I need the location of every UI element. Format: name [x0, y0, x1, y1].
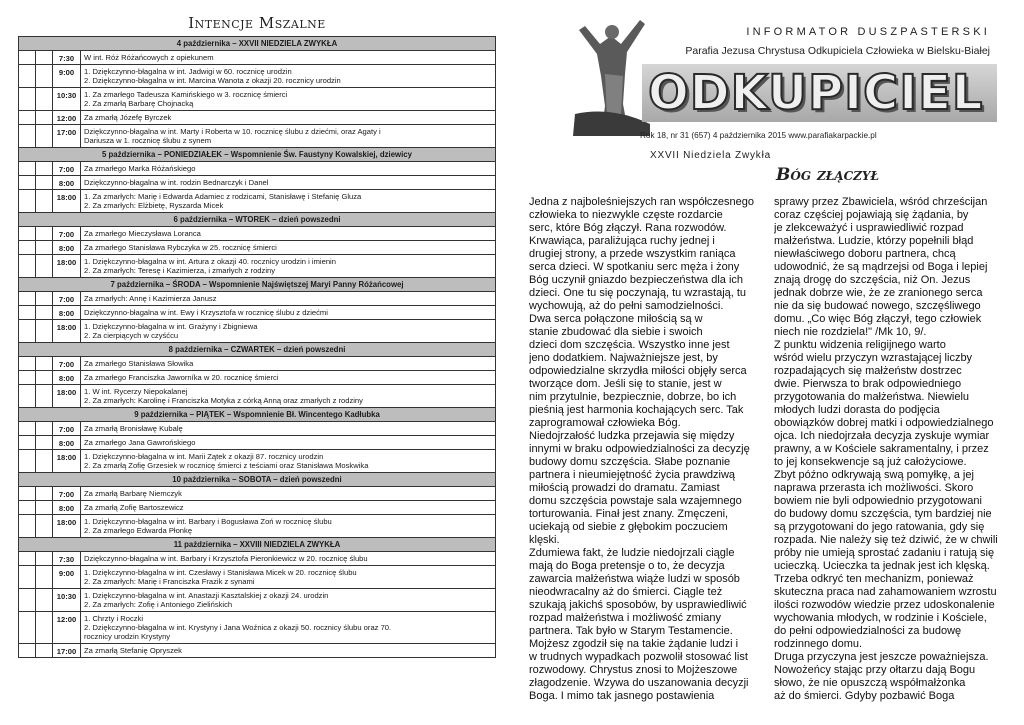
mass-time: 8:00 — [53, 241, 81, 254]
blank-cell — [19, 501, 36, 514]
article-line: dzieci dom szczęścia. Wszystko inne jest — [529, 339, 730, 351]
day-header: 7 października – ŚRODA – Wspomnienie Najświętszej Maryi Panny Różańcowej — [18, 278, 496, 292]
article-line: Mojżesz zgodził się na takie żądanie ludzi i — [529, 638, 739, 650]
blank-cell — [19, 487, 36, 500]
blank-cell — [19, 190, 36, 212]
intention-line: 1. Dziękczynno-błagalna w int. Grażyny i Zbigniewa — [84, 322, 258, 331]
article-line: rozpad małżeństwa i możliwość zmiany — [529, 612, 721, 624]
blank-cell — [19, 176, 36, 189]
blank-cell — [36, 162, 53, 175]
article-line: Krwawiąca, paraliżująca ruchy jednej i — [529, 235, 715, 247]
mass-time: 9:00 — [53, 65, 81, 87]
article-line: domu. „Co więc Bóg złączył, tego człowiek — [774, 313, 982, 325]
article-line: rodzinnego domu. — [774, 638, 863, 650]
intention-line: 1. Dziękczynno-błagalna w int. Anastazji Kasztalskiej z okazji 24. urodzin — [84, 591, 329, 600]
intention-row — [18, 589, 496, 612]
intention-line: Za zmarłego Marka Różańskiego — [84, 164, 196, 173]
day-header: 6 października – WTOREK – dzień powszedni — [18, 213, 496, 227]
intention-text — [81, 589, 495, 611]
blank-cell — [36, 589, 53, 611]
article-line: wychowania młodych, w rodzinie i Kościele, — [774, 612, 987, 624]
blank-cell — [36, 566, 53, 588]
mass-time: 10:30 — [53, 88, 81, 110]
intention-line: 1. Dziękczynno-błagalna w int. Barbary i Bogusława Zoń w rocznicę ślubu — [84, 517, 332, 526]
intention-line: 1. Chrzty i Roczki — [84, 614, 144, 623]
blank-cell — [19, 644, 36, 657]
intention-line: Dziękczynno-błagalna w int. Ewy i Krzysztofa w rocznicę ślubu z dziećmi — [84, 308, 328, 317]
article-line: w trudnych wypadkach pozwolił stosować list — [529, 651, 748, 663]
intention-text — [81, 125, 495, 147]
blank-cell — [36, 422, 53, 435]
blank-cell — [36, 501, 53, 514]
mass-time: 7:00 — [53, 292, 81, 305]
article-line: partnera. Tak było w Starym Testamencie. — [529, 625, 733, 637]
mass-time: 7:30 — [53, 552, 81, 565]
article-column-1 — [529, 196, 757, 703]
article-line: tworzące dom. Jeśli się to stanie, jest w — [529, 378, 722, 390]
article-line: Nowożeńcy stając przy ołtarzu dają Bogu — [774, 664, 976, 676]
article-line: skuteczna praca nad zahamowaniem wzrostu — [774, 586, 997, 598]
intention-line: 1. Dziękczynno-błagalna w int. Marii Zątek z okazji 87. rocznicy urodzin — [84, 452, 324, 461]
intention-line: Za zmarłego Stanisława Słowika — [84, 359, 194, 368]
blank-cell — [36, 320, 53, 342]
intention-row — [18, 125, 496, 148]
mass-time: 10:30 — [53, 589, 81, 611]
intention-text — [81, 644, 495, 657]
section-title: Intencje Mszalne — [188, 14, 326, 32]
intention-line: 2. Za cierpiących w czyśćcu — [84, 331, 179, 340]
intention-line: Za zmarłą Bronisławę Kubalę — [84, 424, 183, 433]
mass-time: 17:00 — [53, 644, 81, 657]
blank-cell — [19, 566, 36, 588]
article-line: próby nie umieją sprostać zadaniu i ratują się — [774, 547, 995, 559]
blank-cell — [19, 589, 36, 611]
intention-text — [81, 306, 495, 319]
intention-row — [18, 501, 496, 515]
intention-row — [18, 385, 496, 408]
mass-time: 8:00 — [53, 306, 81, 319]
intention-line: 2. Za zmarłą Zofię Grzesiek w rocznicę śmierci z teściami oraz Stanisława Moskwika — [84, 461, 369, 470]
article-line: aż do śmierci. Gdyby pozbawić Boga — [774, 690, 955, 702]
blank-cell — [36, 88, 53, 110]
intention-line: Za zmarłą Stefanię Opryszek — [84, 646, 182, 655]
article-line: zawarcia małżeństwa wiąże ludzi w sposób — [529, 573, 740, 585]
day-header: 10 października – SOBOTA – dzień powszedni — [18, 473, 496, 487]
article-line: partnera i nieumiejętność życia prawdziwą — [529, 469, 736, 481]
article-line: Zdumiewa fakt, że ludzie niedojrzali ciągle — [529, 547, 735, 559]
article-line: nieodwracalny aż do śmierci. Ciągle też — [529, 586, 723, 598]
article-line: coraz częściej pojawiają się żądania, by — [774, 209, 969, 221]
article-line: do pełni odpowiedzialności za budowę — [774, 625, 962, 637]
mass-time: 8:00 — [53, 436, 81, 449]
article-line: nie da się budować nowego, szczęśliwego — [774, 300, 981, 312]
article-line: serc, które Bóg złączył. Rana rozwodów. — [529, 222, 727, 234]
article-column-2 — [774, 196, 1006, 703]
intention-row — [18, 450, 496, 473]
blank-cell — [36, 125, 53, 147]
blank-cell — [36, 51, 53, 64]
article-line: ilości rozwodów wiedzie przez udoskonalenie — [774, 599, 995, 611]
article-line: Boga. I mimo tak jasnego postawienia — [529, 690, 715, 702]
mass-time: 7:30 — [53, 51, 81, 64]
blank-cell — [36, 111, 53, 124]
intention-row — [18, 51, 496, 65]
intention-line: 2. Za zmarłych: Karolinę i Franciszka Motyka z córką Anną oraz zmarłych z rodziny — [84, 396, 363, 405]
intention-row — [18, 357, 496, 371]
intention-line: 2. Dziękczynno-błagalna w int. Krystyny i Jana Woźnica z okazji 50. rocznicy ślubu oraz 70. — [84, 623, 392, 632]
intention-text — [81, 552, 495, 565]
blank-cell — [19, 125, 36, 147]
mass-time: 7:00 — [53, 487, 81, 500]
article-line: dwie. Pierwsza to brak odpowiedniego — [774, 378, 962, 390]
blank-cell — [36, 176, 53, 189]
intention-text — [81, 227, 495, 240]
blank-cell — [19, 65, 36, 87]
intention-line: Za zmarłego Stanisława Rybczyka w 25. rocznicę śmierci — [84, 243, 277, 252]
intention-text — [81, 190, 495, 212]
intention-row — [18, 644, 496, 658]
article-line: klęski. — [529, 534, 560, 546]
blank-cell — [19, 88, 36, 110]
intention-text — [81, 487, 495, 500]
article-line: mają do Boga pretensje o to, że decyzja — [529, 560, 725, 572]
intention-line: Za zmarłą Józefę Byrczek — [84, 113, 172, 122]
article-line: naprawa przerasta ich możliwości. Skoro — [774, 482, 974, 494]
intention-row — [18, 612, 496, 644]
intention-row — [18, 292, 496, 306]
blank-cell — [36, 255, 53, 277]
article-line: udowodnić, że są mądrzejsi od Boga i lepiej — [774, 261, 988, 273]
article-line: są przygotowani do jego ratowania, gdy się — [774, 521, 985, 533]
blank-cell — [19, 450, 36, 472]
day-header: 9 października – PIĄTEK – Wspomnienie Bł. Wincentego Kadłubka — [18, 408, 496, 422]
article-line: wśród wielu przyczyn wzrastającej liczby — [774, 352, 973, 364]
intention-line: 2. Za zmarłego Edwarda Płonkę — [84, 526, 193, 535]
article-line: Dwa serca połączone miłością są w — [529, 313, 703, 325]
intention-text — [81, 88, 495, 110]
article-line: sprawy przez Zbawiciela, wśród chrześcijan — [774, 196, 988, 208]
newsletter-title: ODKUPICIEL — [648, 65, 984, 121]
article-line: młodych ludzi dorasta do podjęcia — [774, 404, 940, 416]
blank-cell — [19, 306, 36, 319]
mass-time: 18:00 — [53, 450, 81, 472]
article-line: rozpada. Nie należy się też dziwić, że w chwili — [774, 534, 998, 546]
blank-cell — [36, 552, 53, 565]
intention-text — [81, 515, 495, 537]
mass-time: 7:00 — [53, 227, 81, 240]
intention-text — [81, 612, 495, 643]
article-line: pieśnią jest harmonia kochających serc. Tak — [529, 404, 744, 416]
day-header: 4 października – XXVII NIEDZIELA ZWYKŁA — [18, 37, 496, 51]
article-line: innymi w braku odpowiedzialności za decyzję — [529, 443, 750, 455]
intention-row — [18, 65, 496, 88]
blank-cell — [19, 292, 36, 305]
intention-row — [18, 566, 496, 589]
intention-line: 1. W int. Rycerzy Niepokalanej — [84, 387, 188, 396]
day-header: 5 października – PONIEDZIAŁEK – Wspomnienie Św. Faustyny Kowalskiej, dziewicy — [18, 148, 496, 162]
intention-text — [81, 111, 495, 124]
mass-time: 18:00 — [53, 255, 81, 277]
blank-cell — [36, 227, 53, 240]
intention-line: W int. Róż Różańcowych z opiekunem — [84, 53, 214, 62]
blank-cell — [36, 612, 53, 643]
intention-row — [18, 487, 496, 501]
article-line: miłością prowadzi do dramatu. Zamiast — [529, 482, 720, 494]
intention-row — [18, 255, 496, 278]
article-line: szukają jakichś sposobów, by usprawiedliwić — [529, 599, 747, 611]
article-line: zaprogramował człowieka Bóg. — [529, 417, 681, 429]
intention-text — [81, 65, 495, 87]
mass-time: 18:00 — [53, 190, 81, 212]
blank-cell — [36, 371, 53, 384]
intention-line: Za zmarłych: Annę i Kazimierza Janusz — [84, 294, 217, 303]
article-line: złagodzenie. Wzywa do uszanowania decyzji — [529, 677, 749, 689]
blank-cell — [19, 357, 36, 370]
intention-line: 2. Za zmarłych: Elżbietę, Ryszarda Micek — [84, 201, 224, 210]
intention-line: 2. Za zmarłych: Marię i Franciszka Frazik z synami — [84, 577, 255, 586]
mass-time: 18:00 — [53, 515, 81, 537]
intention-line: Za zmarłego Franciszka Jaworníka w 20. rocznicę śmierci — [84, 373, 279, 382]
mass-time: 12:00 — [53, 612, 81, 643]
intention-row — [18, 306, 496, 320]
blank-cell — [19, 436, 36, 449]
blank-cell — [36, 190, 53, 212]
article-line: Zbyt późno odkrywają swą pomyłkę, a jej — [774, 469, 974, 481]
article-line: ucieczką. Ucieczka ta jednak jest ich klęską. — [774, 560, 990, 572]
intention-line: 1. Dziękczynno-błagalna w int. Jadwigi w 60. rocznicę urodzin — [84, 67, 292, 76]
article-line: to jej konsekwencje są już całożyciowe. — [774, 456, 967, 468]
blank-cell — [36, 644, 53, 657]
intention-text — [81, 320, 495, 342]
blank-cell — [19, 385, 36, 407]
intention-row — [18, 241, 496, 255]
article-line: Niedojrzałość ludzka przejawia się między — [529, 430, 735, 442]
blank-cell — [36, 450, 53, 472]
article-line: stanie zbudować dla siebie i swoich — [529, 326, 703, 338]
blank-cell — [36, 487, 53, 500]
blank-cell — [36, 292, 53, 305]
article-line: drugiej strony, a przede wszystkim raniąca — [529, 248, 736, 260]
intention-row — [18, 371, 496, 385]
blank-cell — [36, 385, 53, 407]
intention-row — [18, 190, 496, 213]
blank-cell — [19, 552, 36, 565]
intention-text — [81, 357, 495, 370]
intention-row — [18, 436, 496, 450]
intention-text — [81, 255, 495, 277]
intention-text — [81, 436, 495, 449]
intention-line: 2. Za zmarłych: Zofię i Antoniego Zielińskich — [84, 600, 233, 609]
intention-line: Za zmarłego Mieczysława Loranca — [84, 229, 201, 238]
intention-line: 1. Dziękczynno-błagalna w int. Czesławy i Stanisława Micek w 20. rocznicę ślubu — [84, 568, 357, 577]
blank-cell — [19, 162, 36, 175]
issue-info: Rok 18, nr 31 (657) 4 października 2015 www.parafiakarpackie.pl — [640, 131, 877, 140]
intention-line: Dziękczynno-błagalna w int. Barbary i Krzysztofa Pieronkiewicz w 20. rocznicę ślubu — [84, 554, 368, 563]
article-line: je zlekceważyć i usprawiedliwić rozpad — [774, 222, 964, 234]
article-line: wychowują, aż do pełni samodzielności. — [529, 300, 724, 312]
mass-time: 7:00 — [53, 357, 81, 370]
article-line: przygotowania do małżeństwa. Niewielu — [774, 391, 970, 403]
intention-text — [81, 292, 495, 305]
article-line: torturowania. Finał jest znany. Zmęczeni, — [529, 508, 729, 520]
parish-name: Parafia Jezusa Chrystusa Odkupiciela Człowieka w Bielsku-Białej — [685, 45, 990, 57]
intention-line: 2. Za zmarłych: Teresę i Kazimierza, i zmarłych z rodziny — [84, 266, 276, 275]
blank-cell — [19, 227, 36, 240]
intention-text — [81, 501, 495, 514]
article-line: niewłaściwego doboru partnera, chcą — [774, 248, 956, 260]
intention-line: rocznicy urodzin Krystyny — [84, 632, 171, 641]
intentions-table — [18, 36, 496, 658]
intention-row — [18, 515, 496, 538]
mass-time: 8:00 — [53, 501, 81, 514]
sunday-name: XXVII Niedziela Zwykła — [650, 150, 771, 161]
article-line: budowy domu szczęścia. Słabe poznanie — [529, 456, 731, 468]
blank-cell — [36, 306, 53, 319]
article-line: do budowy domu szczęścia, tym bardziej nie — [774, 508, 992, 520]
intention-line: 1. Dziękczynno-błagalna w int. Artura z okazji 40. rocznicy urodzin i imienin — [84, 257, 336, 266]
article-line: małżeństwa. Ludzie, którzy popełnili błąd — [774, 235, 974, 247]
intention-line: Dariusza w 1. rocznicę ślubu z synem — [84, 136, 212, 145]
mass-time: 18:00 — [53, 320, 81, 342]
mass-time: 12:00 — [53, 111, 81, 124]
article-line: domu szczęścia powstaje sala wzajemnego — [529, 495, 742, 507]
article-line: rozpadających się małżeństw dostrzec — [774, 365, 962, 377]
article-line: prawny, a w Kościele sakramentalny, i przez — [774, 443, 989, 455]
intention-line: 2. Dziękczynno-błagalna w int. Marcina Wanota z okazji 20. rocznicy urodzin — [84, 76, 341, 85]
article-line: Jedna z najboleśniejszych ran współczesnego — [529, 196, 755, 208]
day-header: 11 października – XXVIII NIEDZIELA ZWYKŁA — [18, 538, 496, 552]
article-line: jeno dodatkiem. Najważniejsze jest, by — [529, 352, 718, 364]
intention-row — [18, 88, 496, 111]
intention-line: 2. Za zmarłą Barbarę Chojnacką — [84, 99, 194, 108]
intention-line: Dziękczynno-błagalna w int. Marty i Roberta w 10. rocznicę ślubu z dziećmi, oraz Agaty i — [84, 127, 381, 136]
blank-cell — [19, 51, 36, 64]
intention-row — [18, 176, 496, 190]
intention-text — [81, 162, 495, 175]
blank-cell — [19, 515, 36, 537]
mass-time: 7:00 — [53, 422, 81, 435]
article-line: niech nie rozdziela!" /Mk 10, 9/. — [774, 326, 927, 338]
article-line: Trzeba odkryć ten mechanizm, ponieważ — [774, 573, 974, 585]
mass-time: 18:00 — [53, 385, 81, 407]
blank-cell — [36, 357, 53, 370]
intention-text — [81, 51, 495, 64]
blank-cell — [19, 612, 36, 643]
intention-row — [18, 227, 496, 241]
blank-cell — [19, 422, 36, 435]
intention-line: Za zmarłą Zofię Bartoszewicz — [84, 503, 184, 512]
intention-text — [81, 450, 495, 472]
intention-row — [18, 552, 496, 566]
article-line: jednak dobrze wie, że ze zranionego serca — [774, 287, 983, 299]
blank-cell — [36, 65, 53, 87]
article-line: ojca. Ich niedojrzała decyzja zyskuje wymiar — [774, 430, 990, 442]
intention-row — [18, 111, 496, 125]
blank-cell — [19, 111, 36, 124]
intention-line: Za zmarłego Jana Gawrońskiego — [84, 438, 196, 447]
blank-cell — [19, 371, 36, 384]
blank-cell — [36, 436, 53, 449]
intention-text — [81, 241, 495, 254]
article-line: odpowiedzialne skrzydła miłości objęły serca — [529, 365, 747, 377]
blank-cell — [36, 515, 53, 537]
mass-time: 9:00 — [53, 566, 81, 588]
mass-intentions-section — [18, 12, 496, 724]
blank-cell — [19, 255, 36, 277]
article-line: człowieka to niezwykle częste rozdarcie — [529, 209, 723, 221]
blank-cell — [19, 241, 36, 254]
intention-text — [81, 385, 495, 407]
article-line: dzieci. One tu się poczynają, tu wzrastają, tu — [529, 287, 747, 299]
intention-text — [81, 566, 495, 588]
intention-text — [81, 176, 495, 189]
blank-cell — [19, 320, 36, 342]
masthead-header: INFORMATOR DUSZPASTERSKI — [746, 26, 990, 38]
article-line: serca dzieci. W spotkaniu serc męża i żony — [529, 261, 740, 273]
intention-line: 1. Za zmarłego Tadeusza Kamińskiego w 3. rocznicę śmierci — [84, 90, 288, 99]
day-header: 8 października – CZWARTEK – dzień powszedni — [18, 343, 496, 357]
intention-row — [18, 162, 496, 176]
intention-line: 1. Za zmarłych: Marię i Edwarda Adamiec z rodzicami, Stanisławę i Stefanię Gluza — [84, 192, 362, 201]
blank-cell — [36, 241, 53, 254]
article-line: obowiązków dobrej matki i odpowiedzialnego — [774, 417, 994, 429]
article-line: Bóg uczynił gniazdo bezpieczeństwa dla ich — [529, 274, 744, 286]
article-line: słowo, że nie opuszczą współmałżonka — [774, 677, 966, 689]
intention-row — [18, 422, 496, 436]
intention-text — [81, 422, 495, 435]
article-title: Bóg złączył — [776, 165, 879, 185]
mass-time: 8:00 — [53, 371, 81, 384]
mass-time: 7:00 — [53, 162, 81, 175]
intention-line: Dziękczynno-błagalna w int. rodzin Bednarczyk i Danel — [84, 178, 269, 187]
intention-text — [81, 371, 495, 384]
mass-time: 8:00 — [53, 176, 81, 189]
article-line: Z punktu widzenia religijnego warto — [774, 339, 946, 351]
article-line: nim przytulnie, bezpiecznie, dobrze, bo ich — [529, 391, 737, 403]
article-line: uciekają od siebie z głębokim poczuciem — [529, 521, 728, 533]
article-line: bowiem nie byli odpowiednio przygotowani — [774, 495, 982, 507]
intention-line: Za zmarłą Barbarę Niemczyk — [84, 489, 182, 498]
mass-time: 17:00 — [53, 125, 81, 147]
article-line: Druga przyczyna jest jeszcze poważniejsza. — [774, 651, 989, 663]
intention-row — [18, 320, 496, 343]
article-line: rozwodowy. Chrystus znosi to Mojżeszowe — [529, 664, 738, 676]
article-line: znają drogę do szczęścia, niż On. Jezus — [774, 274, 971, 286]
